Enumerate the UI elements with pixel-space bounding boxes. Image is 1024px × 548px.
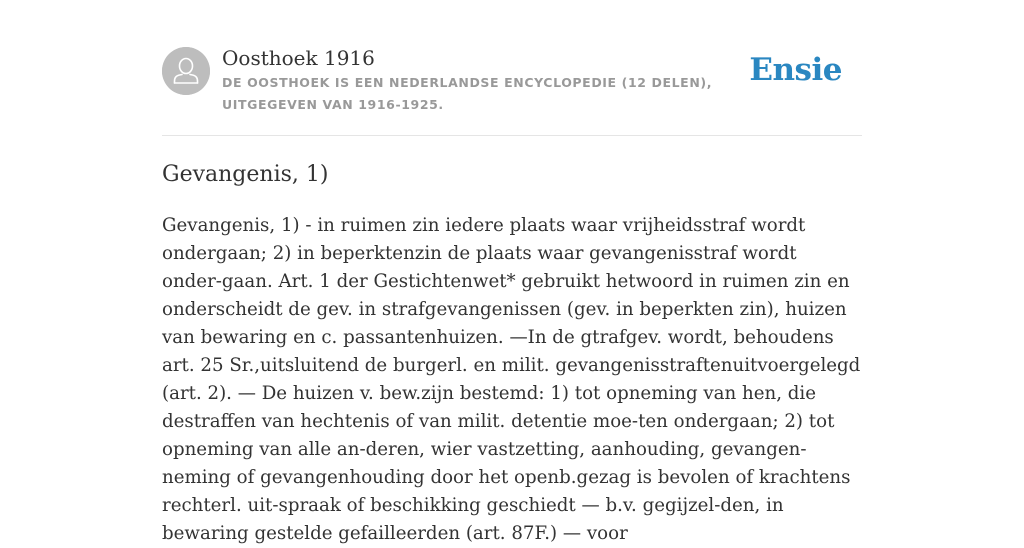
source-name[interactable]: Oosthoek 1916: [222, 46, 375, 70]
entry-body: Gevangenis, 1) - in ruimen zin iedere plaats waar vrijheidsstraf wordt ondergaan; 2) in beperktenzin de plaats waar gevangenisstraf wordt onder-gaan. Art. 1 der Gestichtenwet* gebruikt hetwoord in ruimen zin en onderscheidt de gev. in strafgevangenissen (gev. in beperkten zin), huizen van bewaring en c. passantenhuizen. —In de gtrafgev. wordt, behoudens art. 25 Sr.,uitsluitend de burgerl. en milit. gevangenisstraftenuitvoergelegd (art. 2). — De huizen v. bew.zijn bestemd: 1) tot opneming van hen, die destraffen van hechtenis of van milit. detentie moe-ten ondergaan; 2) tot opneming van alle an-deren, wier vastzetting, aanhouding, gevangen-neming of gevangenhouding door het openb.gezag is bevolen of krachtens rechterl. uit-spraak of beschikking geschiedt — b.v. gegijzel-den, in bewaring gestelde gefailleerden (art. 87F.) — voor: [162, 215, 861, 544]
entry-title: Gevangenis, 1): [162, 162, 329, 187]
user-avatar-icon[interactable]: [162, 47, 210, 95]
user-silhouette-icon: [162, 47, 210, 95]
source-description: DE OOSTHOEK IS EEN NEDERLANDSE ENCYCLOPEDIE (12 DELEN), UITGEGEVEN VAN 1916-1925.: [222, 75, 713, 112]
ensie-logo-link[interactable]: Ensie: [749, 52, 842, 88]
page: [162, 0, 862, 544]
source-header: [162, 46, 862, 136]
